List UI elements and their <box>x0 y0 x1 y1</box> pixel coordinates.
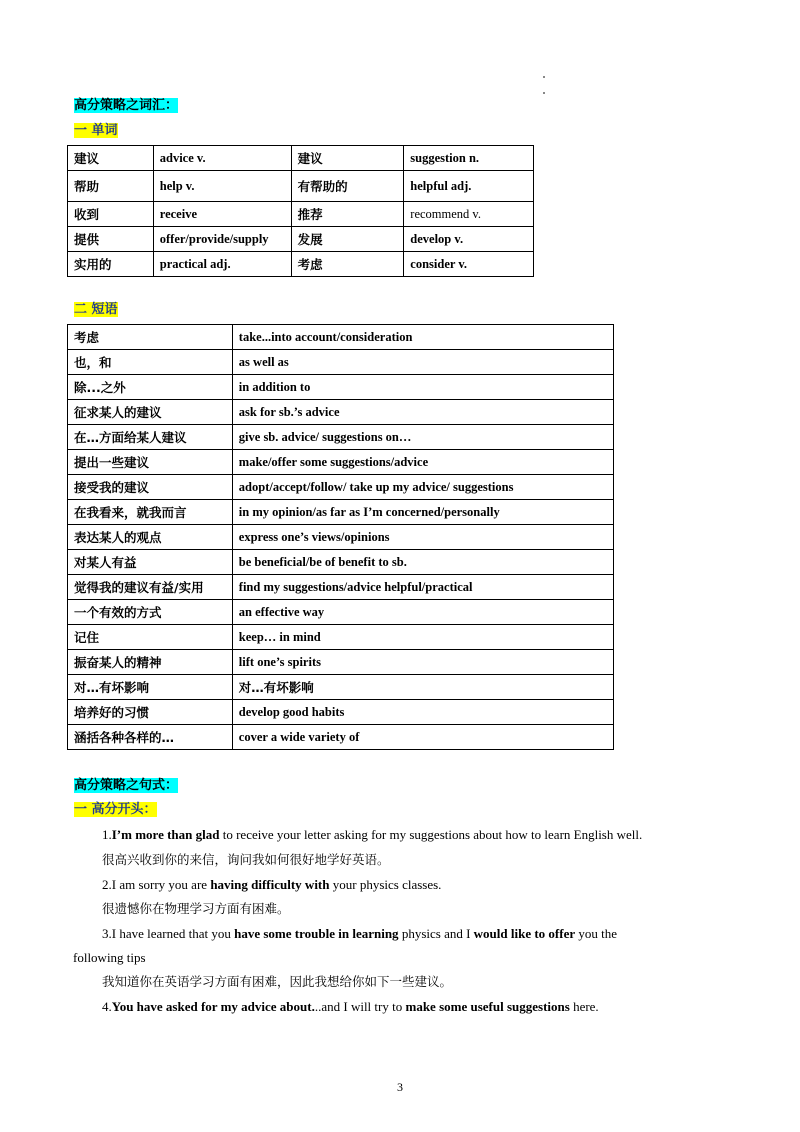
table-cell: offer/provide/supply <box>153 227 291 252</box>
table-cell: 建议 <box>68 146 154 171</box>
table-row <box>68 171 534 202</box>
table-row <box>68 400 614 425</box>
phrase-chinese: 一个有效的方式 <box>68 600 233 625</box>
table-cell: suggestion n. <box>404 146 534 171</box>
table-row <box>68 146 534 171</box>
table-cell: 帮助 <box>68 171 154 202</box>
phrase-chinese: 觉得我的建议有益/实用 <box>68 575 233 600</box>
sentence-1-translation: 很高兴收到你的来信，询问我如何很好地学好英语。 <box>102 852 390 867</box>
scan-dot <box>543 92 545 94</box>
table-row <box>68 725 614 750</box>
sentence-3-continuation: following tips <box>73 950 146 965</box>
phrase-english: lift one’s spirits <box>232 650 613 675</box>
table-cell: recommend v. <box>404 202 534 227</box>
phrase-english: express one’s views/opinions <box>232 525 613 550</box>
table-row <box>68 575 614 600</box>
table-cell: 发展 <box>291 227 404 252</box>
table-row <box>68 550 614 575</box>
phrase-english: find my suggestions/advice helpful/practical <box>232 575 613 600</box>
table-cell: 实用的 <box>68 252 154 277</box>
phrases-section-title: 二 短语 <box>74 302 118 317</box>
phrase-english: as well as <box>232 350 613 375</box>
phrase-chinese: 接受我的建议 <box>68 475 233 500</box>
sentence-1: 1.I’m more than glad to receive your letter asking for my suggestions about how to learn English well. <box>102 827 643 842</box>
phrase-english: ask for sb.’s advice <box>232 400 613 425</box>
phrase-chinese: 在我看来，就我而言 <box>68 500 233 525</box>
page-number: 3 <box>397 1080 403 1094</box>
table-cell: consider v. <box>404 252 534 277</box>
table-cell: 提供 <box>68 227 154 252</box>
phrase-chinese: 培养好的习惯 <box>68 700 233 725</box>
words-section-title: 一 单词 <box>74 123 118 138</box>
table-row <box>68 227 534 252</box>
sentence-3: 3.I have learned that you have some trouble in learning physics and I would like to offer you the <box>102 926 618 941</box>
phrase-chinese: 振奋某人的精神 <box>68 650 233 675</box>
phrase-chinese: 也，和 <box>68 350 233 375</box>
phrase-english: take...into account/consideration <box>232 325 613 350</box>
vocab-table <box>67 145 534 277</box>
phrase-chinese: 除...之外 <box>68 375 233 400</box>
table-cell: 收到 <box>68 202 154 227</box>
table-row <box>68 700 614 725</box>
table-row <box>68 325 614 350</box>
table-cell: 有帮助的 <box>291 171 404 202</box>
phrase-english: an effective way <box>232 600 613 625</box>
phrase-english: be beneficial/be of benefit to sb. <box>232 550 613 575</box>
phrase-english: make/offer some suggestions/advice <box>232 450 613 475</box>
phrase-chinese: 在…方面给某人建议 <box>68 425 233 450</box>
table-cell: practical adj. <box>153 252 291 277</box>
sentence-2-translation: 很遗憾你在物理学习方面有困难。 <box>102 901 290 916</box>
table-cell: 建议 <box>291 146 404 171</box>
phrase-chinese: 提出一些建议 <box>68 450 233 475</box>
table-row <box>68 450 614 475</box>
table-row <box>68 675 614 700</box>
phrase-english: in my opinion/as far as I’m concerned/personally <box>232 500 613 525</box>
table-row <box>68 202 534 227</box>
table-row <box>68 425 614 450</box>
sentence-4: 4.You have asked for my advice about...and I will try to make some useful suggestions here. <box>102 999 599 1014</box>
table-row <box>68 350 614 375</box>
phrase-chinese: 表达某人的观点 <box>68 525 233 550</box>
table-cell: receive <box>153 202 291 227</box>
table-cell: help v. <box>153 171 291 202</box>
phrase-chinese: 涵括各种各样的… <box>68 725 233 750</box>
table-cell: develop v. <box>404 227 534 252</box>
phrase-chinese: 征求某人的建议 <box>68 400 233 425</box>
table-row <box>68 600 614 625</box>
sentence-2: 2.I am sorry you are having difficulty with your physics classes. <box>102 877 442 892</box>
phrase-english: in addition to <box>232 375 613 400</box>
phrase-chinese: 对某人有益 <box>68 550 233 575</box>
phrase-chinese: 考虑 <box>68 325 233 350</box>
sentence-3-translation: 我知道你在英语学习方面有困难，因此我想给你如下一些建议。 <box>102 974 453 989</box>
phrase-chinese: 记住 <box>68 625 233 650</box>
sentences-heading: 高分策略之句式： <box>74 778 179 793</box>
phrase-english: adopt/accept/follow/ take up my advice/ suggestions <box>232 475 613 500</box>
phrase-english: keep… in mind <box>232 625 613 650</box>
scan-dot <box>543 76 545 78</box>
openings-section-title: 一 高分开头： <box>74 802 157 817</box>
phrase-english: develop good habits <box>232 700 613 725</box>
table-row <box>68 650 614 675</box>
table-row <box>68 375 614 400</box>
table-cell: 考虑 <box>291 252 404 277</box>
phrase-english: give sb. advice/ suggestions on… <box>232 425 613 450</box>
table-row <box>68 625 614 650</box>
phrase-chinese: 对…有坏影响 <box>68 675 233 700</box>
table-row <box>68 475 614 500</box>
phrase-english: cover a wide variety of <box>232 725 613 750</box>
table-row <box>68 252 534 277</box>
table-row <box>68 500 614 525</box>
phrases-table <box>67 324 614 750</box>
phrase-english: 对…有坏影响 <box>232 675 613 700</box>
table-cell: advice v. <box>153 146 291 171</box>
table-cell: 推荐 <box>291 202 404 227</box>
vocab-heading: 高分策略之词汇： <box>74 98 179 113</box>
table-row <box>68 525 614 550</box>
table-cell: helpful adj. <box>404 171 534 202</box>
